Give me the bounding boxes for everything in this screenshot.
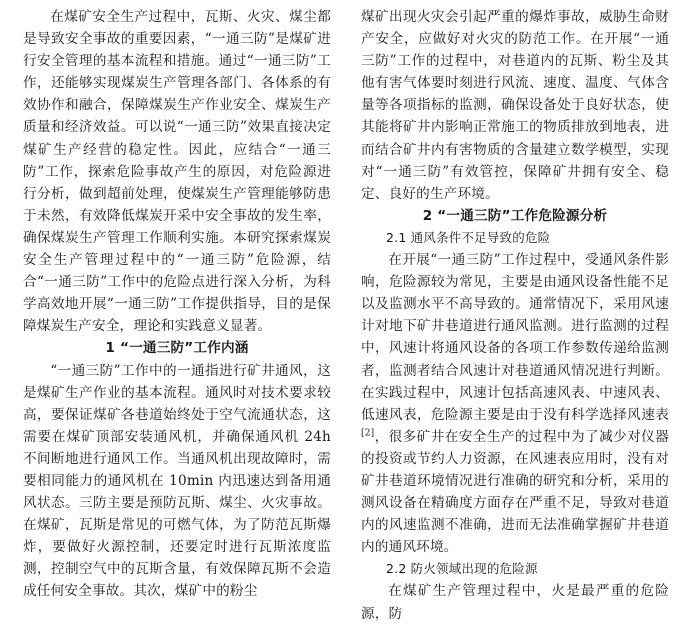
right-column	[361, 6, 669, 625]
intro-paragraph: 在煤矿安全生产过程中，瓦斯、火灾、煤尘都是导致安全事故的重要因素，“一通三防”是煤矿进行安全管理的基本流程和措施。通过“一通三防”工作，还能够实现煤炭生产管理各部门、各体系的有效协作和融合，保障煤炭生产作业安全、煤炭生产质量和经济效益。可以说“一通三防”效果直接决定煤矿生产经营的稳定性。因此，应结合“一通三防”工作，探索危险事故产生的原因，对危险源进行分析，做到超前处理，使煤炭生产管理能够防患于未然，有效降低煤炭开采中安全事故的发生率，确保煤炭生产管理工作顺利实施。本研究探索煤炭安全生产管理过程中的“一通三防”危险源，结合“一通三防”工作中的危险点进行深入分析，为科学高效地开展“一通三防”工作提供指导，目的是保障煤炭生产安全，理论和实践意义显著。	[23, 9, 331, 335]
section-2-2-heading: 2.2 防火领域出现的危险源	[386, 561, 538, 577]
left-column	[23, 6, 331, 603]
fire-paragraph: 煤矿出现火灾会引起严重的爆炸事故，威胁生命财产安全，应做好对火灾的防范工作。在开展“一通三防”工作的过程中，对巷道内的瓦斯、粉尘及其他有害气体要时刻进行风流、速度、温度、气体含量等各项指标的监测，确保设备处于良好状态，使其能将矿井内影响正常施工的物质排放到地表，进而结合矿井内有害物质的含量建立数学模型，实现对“一通三防”有效管控，保障矿井拥有安全、稳定、良好的生产环境。	[361, 9, 669, 202]
section-1-heading: 1 “一通三防”工作内涵	[105, 340, 249, 357]
section-2-1-text-a: 在开展“一通三防”工作过程中，受通风条件影响，危险源较为常见，主要是由通风设备性能不足以及监测水平不高导致的。通常情况下，采用风速计对地下矿井巷道进行通风监测。进行监测的过程中，风速计将通风设备的各项工作参数传递给监测者，监测者结合风速计对巷道通风情况进行判断。在实践过程中，风速计包括高速风表、中速风表、低速风表，危险源主要是由于没有科学选择风速表	[361, 252, 669, 423]
section-2-heading: 2 “一通三防”工作危险源分析	[422, 207, 608, 224]
section-2-1-text-b: ，很多矿井在安全生产的过程中为了减少对仪器的投资或节约人力资源，在风速表应用时，没有对矿井巷道环境情况进行准确的研究和分析，采用的测风设备在精确度方面存在严重不足，导致对巷道内的风速监测不准确，进而无法准确掌握矿井巷道内的通风环境。	[361, 428, 669, 556]
section-2-1-paragraph	[361, 249, 669, 558]
section-2-1-heading: 2.1 通风条件不足导致的危险	[386, 229, 551, 245]
section-1-paragraph: “一通三防”工作中的一通指进行矿井通风，这是煤矿生产作业的基本流程。通风时对技术要求较高，要保证煤矿各巷道始终处于空气流通状态，这需要在煤矿顶部安装通风机，并确保通风机 24h 不间断地进行通风工作。当通风机出现故障时，需要相同能力的通风机在 10min 内迅速达到备用通风状态。三防主要是预防瓦斯、煤尘、火灾事故。在煤矿，瓦斯是常见的可燃气体，为了防范瓦斯爆炸，要做好火源控制，还要定时进行瓦斯浓度监测，控制空气中的瓦斯含量，有效保障瓦斯不会造成任何安全事故。其次，煤矿中的粉尘	[23, 362, 331, 600]
section-2-2-paragraph: 在煤矿生产管理过程中，火是最严重的危险源，防	[361, 583, 669, 622]
citation-ref: [2]	[361, 428, 375, 439]
